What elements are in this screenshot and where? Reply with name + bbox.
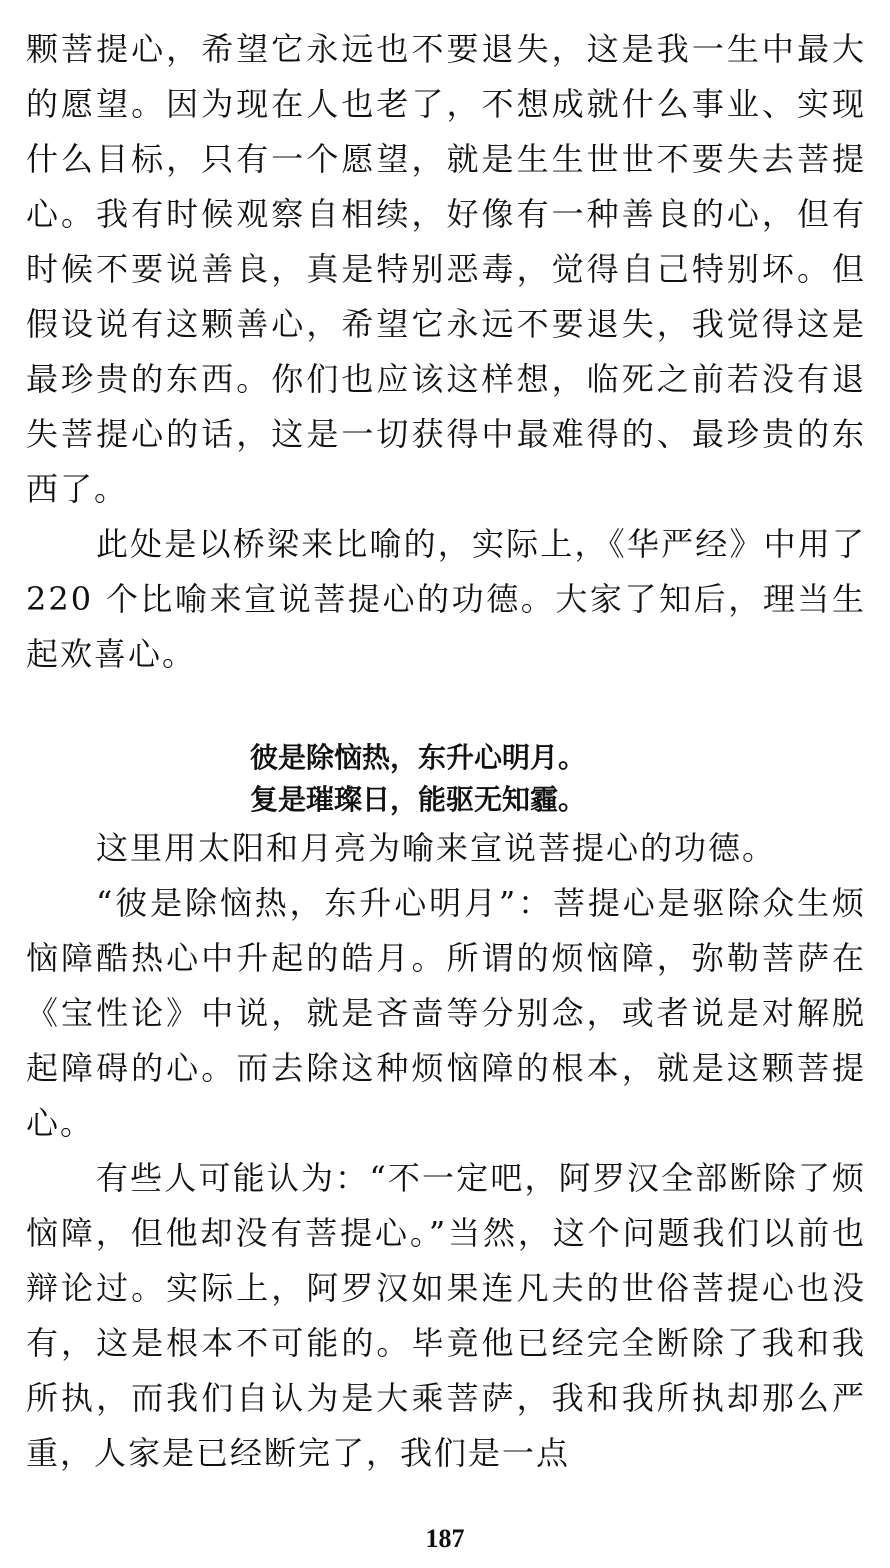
- body-paragraph: 有些人可能认为：“不一定吧，阿罗汉全部断除了烦恼障，但他却没有菩提心。”当然，这个问题我们以前也辩论过。实际上，阿罗汉如果连凡夫的世俗菩提心也没有，这是根本不可能的。毕竟他已经完全断除了我和我所执，而我们自认为是大乘菩萨，我和我所执却那么严重，人家是已经断完了，我们是一点: [26, 1159, 866, 1472]
- page-body: [26, 22, 866, 1481]
- body-paragraph: 这里用太阳和月亮为喻来宣说菩提心的功德。: [96, 829, 777, 867]
- body-paragraph: “彼是除恼热，东升心明月”：菩提心是驱除众生烦恼障酷热心中升起的皓月。所谓的烦恼障，弥勒菩萨在《宝性论》中说，就是吝啬等分别念，或者说是对解脱起障碍的心。而去除这种烦恼障的根本，就是这颗菩提心。: [26, 884, 866, 1142]
- body-paragraph-continued: 颗菩提心，希望它永远也不要退失，这是我一生中最大的愿望。因为现在人也老了，不想成就什么事业、实现什么目标，只有一个愿望，就是生生世世不要失去菩提心。我有时候观察自相续，好像有一种善良的心，但有时候不要说善良，真是特别恶毒，觉得自己特别坏。但假设说有这颗善心，希望它永远不要退失，我觉得这是最珍贵的东西。你们也应该这样想，临死之前若没有退失菩提心的话，这是一切获得中最难得的、最珍贵的东西了。: [26, 30, 866, 508]
- verse-block: [26, 737, 866, 821]
- verse-line: 彼是除恼热，东升心明月。: [250, 741, 587, 774]
- page-number: 187: [425, 1524, 465, 1553]
- verse-line: 复是璀璨日，能驱无知霾。: [250, 783, 587, 816]
- body-paragraph: 此处是以桥梁来比喻的，实际上，《华严经》中用了 220 个比喻来宣说菩提心的功德。大家了知后，理当生起欢喜心。: [26, 525, 866, 673]
